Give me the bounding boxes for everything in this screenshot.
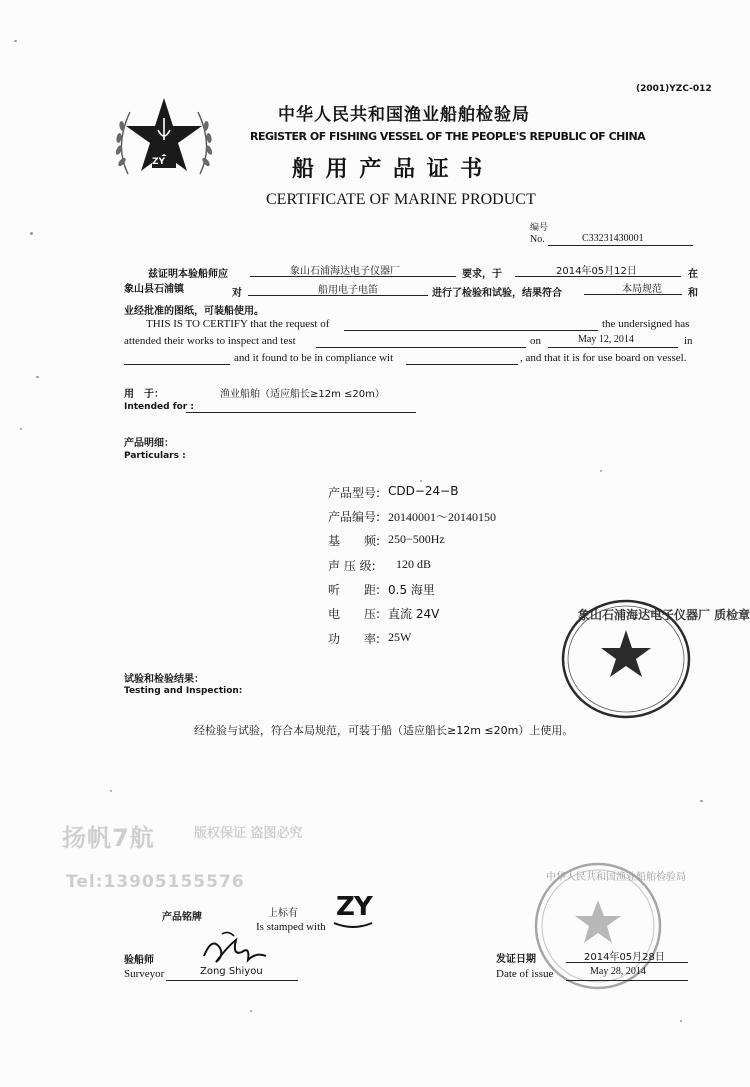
- surveyor-name: Zong Shiyou: [200, 966, 263, 977]
- certify-cn-line3: 业经批准的图纸，可装船使用。: [124, 306, 264, 317]
- title-en: CERTIFICATE OF MARINE PRODUCT: [266, 191, 536, 208]
- spec-label: 电 压:: [328, 607, 381, 621]
- org-name-en: REGISTER OF FISHING VESSEL OF THE PEOPLE'S REPUBLIC OF CHINA: [250, 130, 646, 143]
- particulars-label-en: Particulars :: [124, 451, 186, 461]
- certificate-number: C33231430001: [582, 233, 644, 244]
- request-date-cn: 2014年05月12日: [556, 266, 637, 277]
- spec-label: 基 频:: [328, 534, 381, 548]
- spec-value: 25W: [388, 630, 412, 644]
- particulars-label-cn: 产品明细：: [124, 438, 174, 449]
- certify-en-on: on: [530, 335, 541, 347]
- certify-cn-and: 和: [688, 288, 698, 299]
- company-seal-text: 象山石浦海达电子仪器厂 质检章: [578, 608, 750, 622]
- surveyor-label-cn: 验船师: [124, 955, 154, 966]
- intended-value: 渔业船舶（适应船长≥12m ≤20m）: [220, 389, 385, 400]
- spec-value: CDD−24−B: [388, 484, 459, 498]
- watermark-line1: 扬帆7航: [62, 824, 155, 852]
- certify-en-line3-mid: and it found to be in compliance wit: [234, 352, 394, 364]
- certify-en-line3-end: , and that it is for use board on vessel.: [520, 352, 687, 364]
- zy-mark: ZY: [336, 892, 372, 922]
- spec-value: 直流 24V: [388, 607, 440, 621]
- nameplate-label-cn: 产品铭牌: [162, 912, 202, 923]
- certify-cn-for: 对: [232, 288, 242, 299]
- product-name: 船用电子电笛: [318, 285, 378, 296]
- certify-cn-at: 在: [688, 269, 698, 280]
- number-label-en: No.: [530, 234, 545, 245]
- spec-label: 听 距:: [328, 583, 381, 597]
- certify-cn-inspected: 进行了检验和试验，结果符合: [432, 288, 562, 299]
- watermark-line2: 版权保证 盗图必究: [194, 826, 303, 841]
- watermark-line3: Tel:13905155576: [66, 872, 245, 892]
- stamped-label-cn: 上标有: [268, 908, 298, 919]
- intended-label-cn: 用 于：: [124, 389, 164, 400]
- stamped-label-en: Is stamped with: [256, 921, 326, 933]
- spec-value: 120 dB: [396, 557, 432, 571]
- spec-value: 250−500Hz: [388, 532, 445, 546]
- location-cn: 象山县石浦镇: [124, 284, 184, 295]
- certify-cn-request: 要求，于: [462, 269, 502, 280]
- form-code: (2001)YZC-012: [636, 84, 712, 94]
- office-seal-text: 中华人民共和国渔业船舶检验局: [546, 872, 686, 883]
- testing-result: 经检验与试验，符合本局规范，可装于船（适应船长≥12m ≤20m）上使用。: [194, 724, 574, 737]
- manufacturer-name: 象山石浦海达电子仪器厂: [290, 266, 400, 277]
- issue-label-cn: 发证日期: [496, 954, 536, 965]
- spec-value: 20140001～20140150: [388, 510, 497, 524]
- surveyor-label-en: Surveyor: [124, 968, 165, 980]
- spec-label: 产品型号:: [328, 486, 381, 500]
- spec-label: 功 率:: [328, 632, 381, 646]
- certify-en-line2-start: attended their works to inspect and test: [124, 335, 296, 347]
- intended-label-en: Intended for :: [124, 402, 194, 412]
- request-date-en: May 12, 2014: [578, 334, 634, 345]
- standard-name: 本局规范: [622, 284, 662, 295]
- certify-en-line1-start: THIS IS TO CERTIFY that the request of: [146, 318, 330, 330]
- certify-cn-prefix: 兹证明本验船师应: [148, 269, 228, 280]
- issue-date-en: May 28, 2014: [590, 966, 646, 977]
- testing-label-cn: 试验和检验结果：: [124, 674, 204, 685]
- certify-en-line1-end: the undersigned has: [602, 318, 690, 330]
- title-cn: 船 用 产 品 证 书: [292, 157, 485, 182]
- testing-label-en: Testing and Inspection:: [124, 686, 243, 696]
- org-name-cn: 中华人民共和国渔业船舶检验局: [278, 105, 530, 125]
- emblem-icon: [108, 96, 220, 180]
- number-label-cn: 编号: [530, 223, 549, 233]
- spec-label: 产品编号:: [328, 510, 381, 524]
- emblem-text: ZY: [152, 157, 166, 167]
- zy-mark-underline-icon: [332, 920, 374, 930]
- issue-label-en: Date of issue: [496, 968, 554, 980]
- spec-value: 0.5 海里: [388, 583, 435, 597]
- certify-en-in: in: [684, 335, 693, 347]
- spec-label: 声 压 级:: [328, 559, 376, 573]
- issue-date-cn: 2014年05月28日: [584, 952, 665, 963]
